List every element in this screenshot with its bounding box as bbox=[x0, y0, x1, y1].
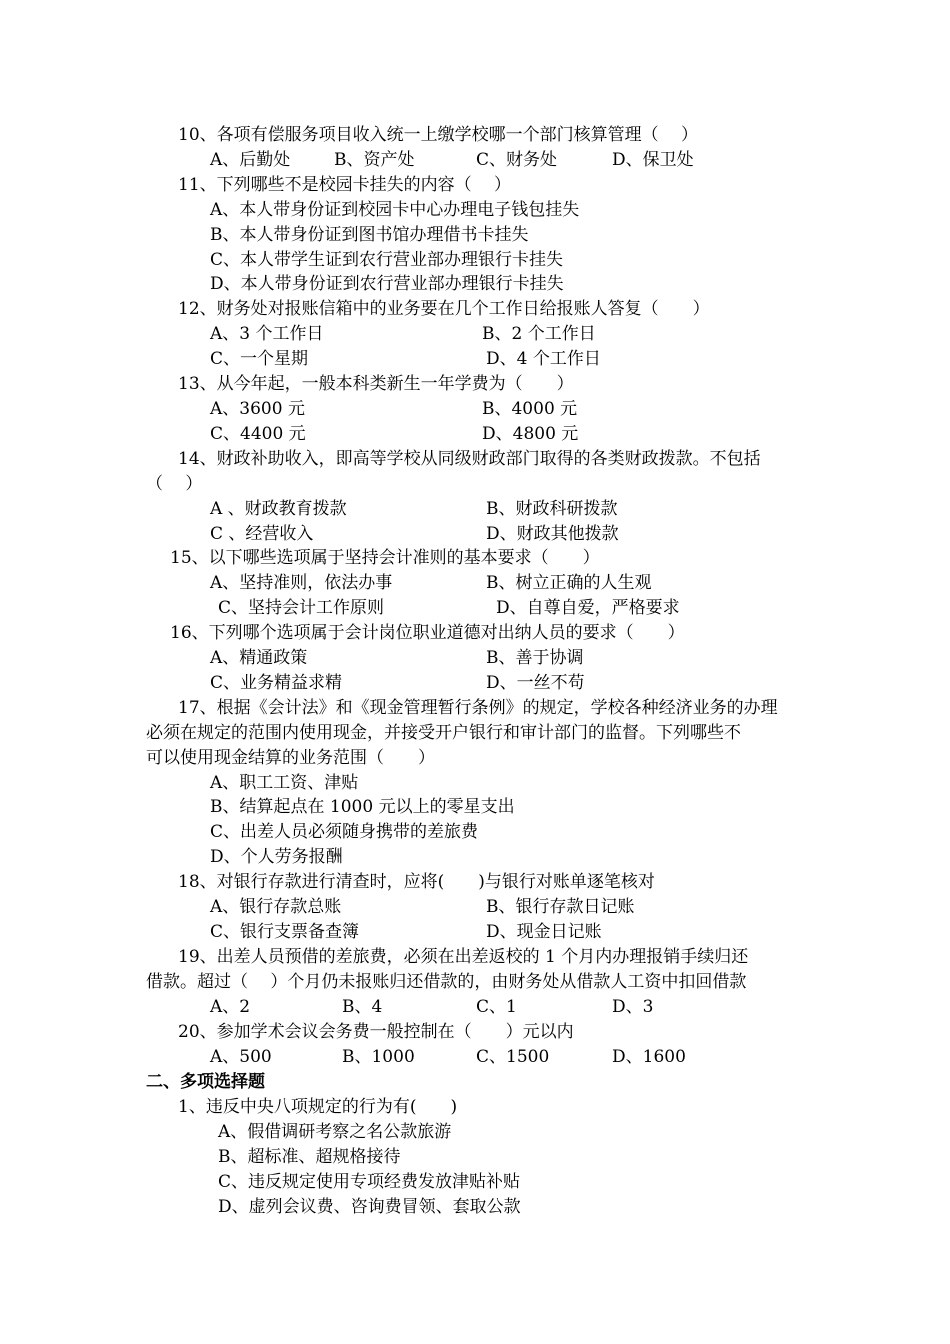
section2-question-1-option-d: D、虚列会议费、咨询费冒领、套取公款 bbox=[218, 1197, 521, 1217]
question-17-option-c: C、出差人员必须随身携带的差旅费 bbox=[210, 822, 479, 842]
question-14-stem-line1: 14、财政补助收入，即高等学校从同级财政部门取得的各类财政拨款。不包括 bbox=[178, 449, 761, 469]
question-20-stem: 20、参加学术会议会务费一般控制在（ ）元以内 bbox=[178, 1022, 574, 1042]
question-20-option-a: A、500 bbox=[210, 1047, 272, 1067]
question-19-option-a: A、2 bbox=[210, 997, 251, 1017]
question-16-option-d: D、一丝不苟 bbox=[486, 673, 585, 693]
question-17-option-b: B、结算起点在 1000 元以上的零星支出 bbox=[210, 797, 515, 817]
question-12-option-c: C、一个星期 bbox=[210, 349, 309, 369]
question-18-option-a: A、银行存款总账 bbox=[210, 897, 342, 917]
question-16-option-b: B、善于协调 bbox=[486, 648, 584, 668]
question-18-option-b: B、银行存款日记账 bbox=[486, 897, 635, 917]
question-13-stem: 13、从今年起，一般本科类新生一年学费为（ ） bbox=[178, 374, 574, 394]
question-17-option-a: A、职工工资、津贴 bbox=[210, 773, 359, 793]
question-20-option-b: B、1000 bbox=[342, 1047, 415, 1067]
question-15-stem: 15、以下哪些选项属于坚持会计准则的基本要求（ ） bbox=[170, 548, 600, 568]
question-16-stem: 16、下列哪个选项属于会计岗位职业道德对出纳人员的要求（ ） bbox=[170, 623, 685, 643]
question-10-option-a: A、后勤处 bbox=[210, 150, 291, 170]
question-12-option-b: B、2 个工作日 bbox=[482, 324, 596, 344]
question-13-option-b: B、4000 元 bbox=[482, 399, 578, 419]
question-12-stem: 12、财务处对报账信箱中的业务要在几个工作日给报账人答复（ ） bbox=[178, 299, 710, 319]
question-17-stem-line2: 必须在规定的范围内使用现金，并接受开户银行和审计部门的监督。下列哪些不 bbox=[146, 723, 741, 743]
question-11-option-d: D、本人带身份证到农行营业部办理银行卡挂失 bbox=[210, 274, 564, 294]
section-heading: 二、多项选择题 bbox=[146, 1072, 265, 1092]
question-14-option-b: B、财政科研拨款 bbox=[486, 499, 618, 519]
question-11-option-c: C、本人带学生证到农行营业部办理银行卡挂失 bbox=[210, 250, 564, 270]
question-16-option-a: A、精通政策 bbox=[210, 648, 308, 668]
question-14-option-c: C 、经营收入 bbox=[210, 524, 314, 544]
question-20-option-d: D、1600 bbox=[612, 1047, 686, 1067]
question-15-option-d: D、自尊自爱，严格要求 bbox=[496, 598, 680, 618]
question-18-option-d: D、现金日记账 bbox=[486, 922, 602, 942]
question-16-option-c: C、业务精益求精 bbox=[210, 673, 343, 693]
question-11-option-a: A、本人带身份证到校园卡中心办理电子钱包挂失 bbox=[210, 200, 580, 220]
question-10-option-d: D、保卫处 bbox=[612, 150, 694, 170]
question-18-option-c: C、银行支票备查簿 bbox=[210, 922, 360, 942]
question-15-option-b: B、树立正确的人生观 bbox=[486, 573, 652, 593]
question-17-stem-line3: 可以使用现金结算的业务范围（ ） bbox=[146, 748, 435, 768]
question-17-stem-line1: 17、根据《会计法》和《现金管理暂行条例》的规定，学校各种经济业务的办理 bbox=[178, 698, 778, 718]
section2-question-1-option-b: B、超标准、超规格接待 bbox=[218, 1147, 401, 1167]
question-14-option-d: D、财政其他拨款 bbox=[486, 524, 619, 544]
question-10-option-c: C、财务处 bbox=[476, 150, 558, 170]
question-14-option-a: A 、财政教育拨款 bbox=[210, 499, 347, 519]
section2-question-1-option-a: A、假借调研考察之名公款旅游 bbox=[218, 1122, 452, 1142]
question-12-option-a: A、3 个工作日 bbox=[210, 324, 324, 344]
question-19-stem-line1: 19、出差人员预借的差旅费，必须在出差返校的 1 个月内办理报销手续归还 bbox=[178, 947, 749, 967]
question-11-stem: 11、下列哪些不是校园卡挂失的内容（ ） bbox=[178, 175, 512, 195]
question-15-option-c: C、坚持会计工作原则 bbox=[218, 598, 385, 618]
question-19-stem-line2: 借款。超过（ ）个月仍未报账归还借款的，由财务处从借款人工资中扣回借款 bbox=[146, 972, 747, 992]
question-10-stem: 10、各项有偿服务项目收入统一上缴学校哪一个部门核算管理（ ） bbox=[178, 125, 699, 145]
question-13-option-d: D、4800 元 bbox=[482, 424, 579, 444]
question-11-option-b: B、本人带身份证到图书馆办理借书卡挂失 bbox=[210, 225, 529, 245]
question-13-option-c: C、4400 元 bbox=[210, 424, 306, 444]
question-14-stem-line2: （ ） bbox=[146, 474, 203, 494]
question-20-option-c: C、1500 bbox=[476, 1047, 550, 1067]
question-10-option-b: B、资产处 bbox=[334, 150, 415, 170]
question-13-option-a: A、3600 元 bbox=[210, 399, 305, 419]
question-15-option-a: A、坚持准则，依法办事 bbox=[210, 573, 393, 593]
section2-question-1-option-c: C、违反规定使用专项经费发放津贴补贴 bbox=[218, 1172, 521, 1192]
section2-question-1-stem: 1、违反中央八项规定的行为有( ) bbox=[178, 1097, 458, 1117]
question-19-option-d: D、3 bbox=[612, 997, 654, 1017]
question-19-option-c: C、1 bbox=[476, 997, 517, 1017]
question-17-option-d: D、个人劳务报酬 bbox=[210, 847, 343, 867]
question-18-stem: 18、对银行存款进行清查时，应将( )与银行对账单逐笔核对 bbox=[178, 872, 655, 892]
question-12-option-d: D、4 个工作日 bbox=[486, 349, 601, 369]
question-19-option-b: B、4 bbox=[342, 997, 383, 1017]
